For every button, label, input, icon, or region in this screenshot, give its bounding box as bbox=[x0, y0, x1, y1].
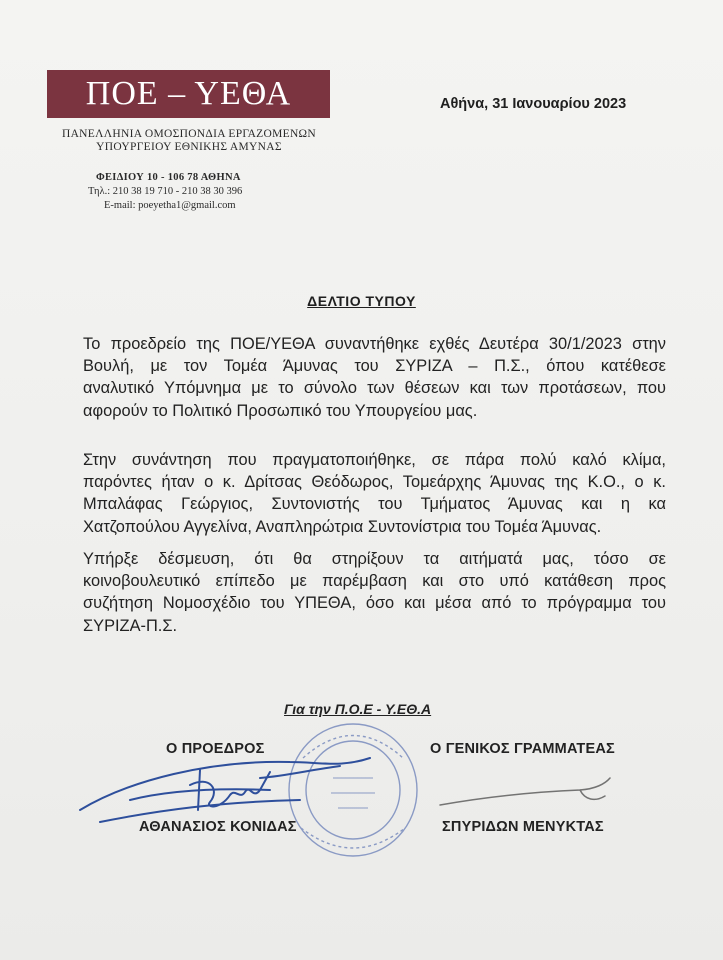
secretary-name: ΣΠΥΡΙΔΩΝ ΜΕΝΥΚΤΑΣ bbox=[442, 819, 604, 835]
signatures-heading: Για την Π.Ο.Ε - Υ.ΕΘ.Α bbox=[284, 701, 432, 717]
paragraph-line: αφορούν το Πολιτικό Προσωπικό του Υπουργείου μας. bbox=[83, 401, 478, 420]
paragraph-line: Χατζοπούλου Αγγελίνα, Αναπληρώτρια Συντονίστρια του Τομέα Άμυνας. bbox=[83, 517, 602, 536]
paragraph-line: αναλυτικό Υπόμνημα με το σύνολο των θέσεων και των προτάσεων, που bbox=[83, 379, 666, 398]
address-street: ΦΕΙΔΙΟΥ 10 - 106 78 ΑΘΗΝΑ bbox=[96, 172, 241, 183]
org-name-line-1: ΠΑΝΕΛΛΗΝΙΑ ΟΜΟΣΠΟΝΔΙΑ ΕΡΓΑΖΟΜΕΝΩΝ bbox=[61, 128, 317, 140]
paragraph-line: συζήτηση Νομοσχέδιο του ΥΠΕΘΑ, όσο και μέσα από το πρόγραμμα του bbox=[83, 594, 666, 613]
president-title: Ο ΠΡΟΕΔΡΟΣ bbox=[166, 741, 265, 757]
address-email: E-mail: poeyetha1@gmail.com bbox=[104, 200, 236, 211]
paragraph-line: Υπήρξε δέσμευση, ότι θα στηρίξουν τα αιτήματά μας, τόσο σε bbox=[83, 550, 666, 568]
paragraph-1 bbox=[83, 333, 666, 422]
president-name: ΑΘΑΝΑΣΙΟΣ ΚΟΝΙΔΑΣ bbox=[139, 819, 297, 835]
paragraph-line: παρόντες ήταν ο κ. Δρίτσας Θεόδωρος, Τομεάρχης Άμυνας της Κ.Ο., ο κ. bbox=[83, 473, 666, 492]
paragraph-line: Μπαλάφας Γεώργιος, Συντονιστής του Τμήματος Άμυνας και η κα bbox=[83, 495, 666, 514]
document-title: ΔΕΛΤΙΟ ΤΥΠΟΥ bbox=[307, 293, 416, 309]
address-phone: Τηλ.: 210 38 19 710 - 210 38 30 396 bbox=[88, 186, 243, 197]
paragraph-line: Βουλή, με τον Τομέα Άμυνας του ΣΥΡΙΖΑ – Π.Σ., όπου κατέθεσε bbox=[83, 357, 666, 376]
paragraph-3 bbox=[83, 548, 666, 637]
organization-logo bbox=[47, 70, 330, 118]
logo-text: ΠΟΕ – ΥΕΘΑ bbox=[85, 75, 292, 112]
paragraph-2 bbox=[83, 449, 666, 538]
paragraph-line: ΣΥΡΙΖΑ-Π.Σ. bbox=[83, 616, 178, 635]
secretary-signature bbox=[430, 770, 630, 820]
paragraph-line: Το προεδρείο της ΠΟΕ/ΥΕΘΑ συναντήθηκε εχθές Δευτέρα 30/1/2023 στην bbox=[83, 335, 666, 353]
document-date: Αθήνα, 31 Ιανουαρίου 2023 bbox=[440, 96, 627, 112]
secretary-title: Ο ΓΕΝΙΚΟΣ ΓΡΑΜΜΑΤΕΑΣ bbox=[430, 741, 615, 757]
paragraph-line: Στην συνάντηση που πραγματοποιήθηκε, σε πάρα πολύ καλό κλίμα, bbox=[83, 451, 666, 469]
org-name-line-2: ΥΠΟΥΡΓΕΙΟΥ ΕΘΝΙΚΗΣ ΑΜΥΝΑΣ bbox=[96, 141, 282, 153]
paragraph-line: κοινοβουλευτικό επίπεδο με παρέμβαση και στο υπό κατάθεση προς bbox=[83, 572, 666, 591]
